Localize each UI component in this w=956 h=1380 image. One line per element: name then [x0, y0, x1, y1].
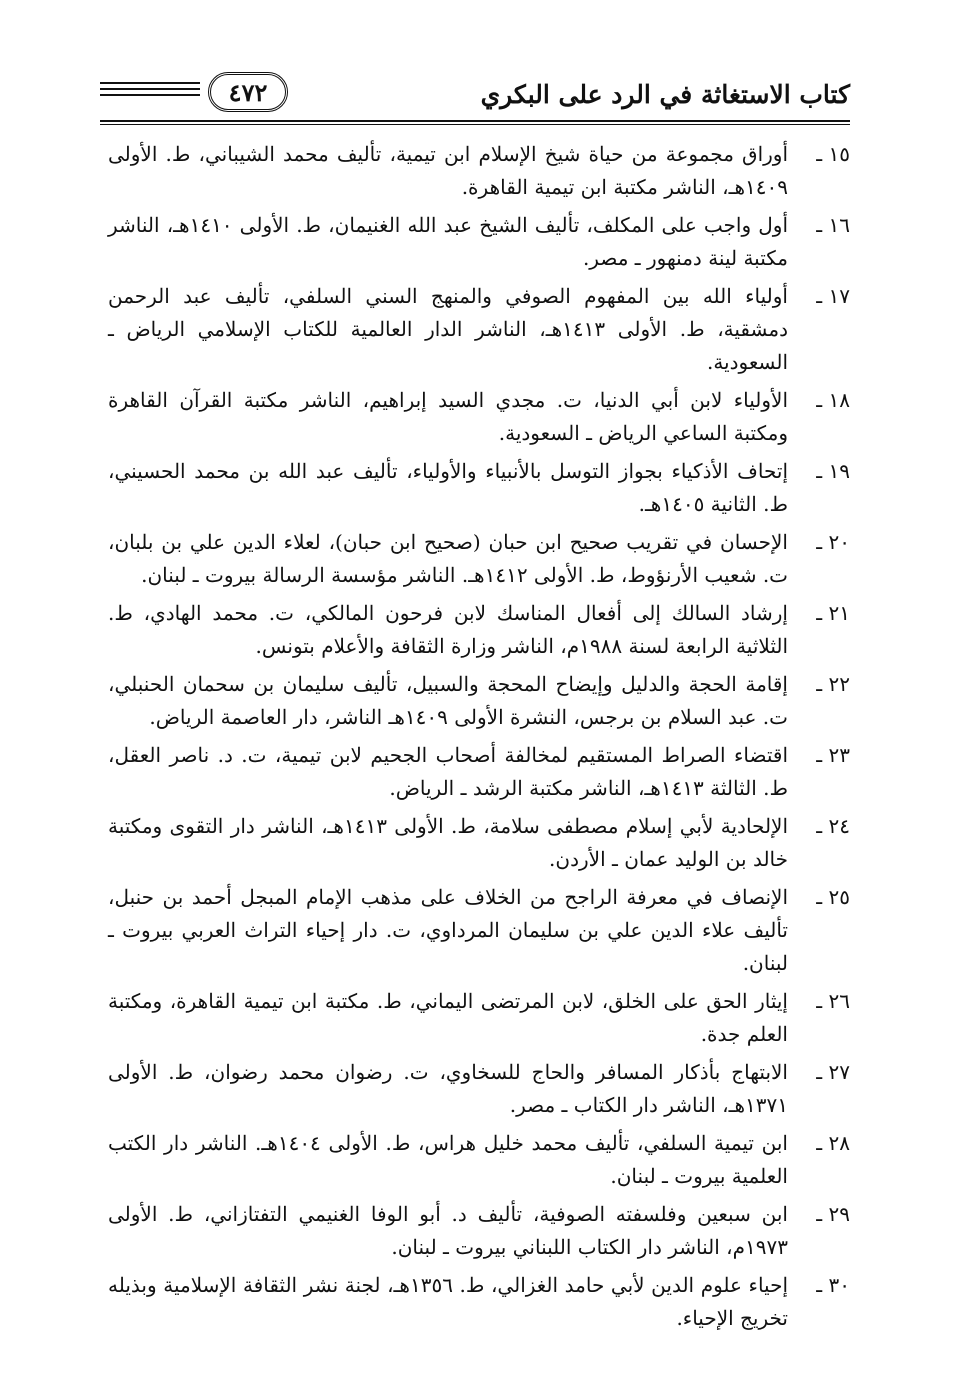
entry-number: ٢٦ ـ	[816, 989, 850, 1013]
bibliography-entry	[108, 138, 850, 204]
entry-text: الإلحادية لأبي إسلام مصطفى سلامة، ط. الأولى ١٤١٣هـ، الناشر دار التقوى ومكتبة خالد بن الوليد عمان ـ الأردن.	[108, 814, 788, 871]
bibliography-entry	[108, 384, 850, 450]
bibliography-entry	[108, 739, 850, 805]
bibliography-entry	[108, 280, 850, 379]
entry-text: أول واجب على المكلف، تأليف الشيخ عبد الله الغنيمان، ط. الأولى ١٤١٠هـ، الناشر مكتبة لينة دمنهور ـ مصر.	[108, 213, 789, 270]
entry-number: ٢٢ ـ	[816, 672, 850, 696]
bibliography-list	[108, 138, 850, 1340]
bibliography-entry	[108, 1269, 850, 1335]
entry-number: ١٧ ـ	[816, 284, 850, 308]
book-title: كتاب الاستغاثة في الرد على البكري	[480, 80, 850, 109]
entry-text: الابتهاج بأذكار المسافر والحاج للسخاوي، ت. رضوان محمد رضوان، ط. الأولى ١٣٧١هـ، الناشر دار الكتاب ـ مصر.	[108, 1060, 788, 1117]
bibliography-entry	[108, 881, 850, 980]
entry-text: إتحاف الأذكياء بجواز التوسل بالأنبياء والأولياء، تأليف عبد الله بن محمد الحسيني، ط. الثانية ١٤٠٥هـ.	[108, 459, 788, 516]
page-number-ornament	[208, 72, 288, 112]
bibliography-entry	[108, 668, 850, 734]
entry-number: ٢١ ـ	[816, 601, 850, 625]
bibliography-entry	[108, 1127, 850, 1193]
entry-number: ٢٥ ـ	[816, 885, 850, 909]
entry-text: ابن تيمية السلفي، تأليف محمد خليل هراس، ط. الأولى ١٤٠٤هـ. الناشر دار الكتب العلمية بيروت ـ لبنان.	[108, 1131, 788, 1188]
bibliography-entry	[108, 209, 850, 275]
header-ornament-lines	[100, 82, 200, 100]
bibliography-entry	[108, 455, 850, 521]
entry-text: إقامة الحجة والدليل وإيضاح المحجة والسبيل، تأليف سليمان بن سحمان الحنبلي، ت. عبد السلام بن برجس، النشرة الأولى ١٤٠٩هـ الناشر، دار العاصمة الرياض.	[108, 672, 788, 729]
entry-number: ١٩ ـ	[816, 459, 850, 483]
entry-text: الأولياء لابن أبي الدنيا، ت. مجدي السيد إبراهيم، الناشر مكتبة القرآن القاهرة ومكتبة الساعي الرياض ـ السعودية.	[108, 388, 789, 445]
page-number: ٤٧٢	[228, 77, 268, 107]
bibliography-entry	[108, 985, 850, 1051]
entry-number: ١٦ ـ	[816, 213, 850, 237]
entry-text: أولياء الله بين المفهوم الصوفي والمنهج السني السلفي، تأليف عبد الرحمن دمشقية، ط. الأولى ١٤١٣هـ، الناشر الدار العالمية للكتاب الإسلامي الرياض ـ السعودية.	[108, 284, 788, 374]
entry-text: إرشاد السالك إلى أفعال المناسك لابن فرحون المالكي، ت. محمد الهادي، ط. الثلاثية الرابعة لسنة ١٩٨٨م، الناشر وزارة الثقافة والأعلام بتونس.	[108, 601, 788, 658]
entry-number: ٢٧ ـ	[816, 1060, 850, 1084]
entry-number: ٢٠ ـ	[816, 530, 850, 554]
entry-number: ٢٩ ـ	[816, 1202, 850, 1226]
entry-text: إيثار الحق على الخلق، لابن المرتضى اليماني، ط. مكتبة ابن تيمية القاهرة، ومكتبة العلم جدة.	[108, 989, 788, 1046]
bibliography-entry	[108, 526, 850, 592]
entry-number: ٢٣ ـ	[816, 743, 850, 767]
header-rule	[100, 120, 850, 125]
entry-text: ابن سبعين وفلسفته الصوفية، تأليف د. أبو الوفا الغنيمي التفتازاني، ط. الأولى ١٩٧٣م، الناشر دار الكتاب اللبناني بيروت ـ لبنان.	[108, 1202, 788, 1259]
bibliography-entry	[108, 1198, 850, 1264]
entry-number: ٢٤ ـ	[816, 814, 850, 838]
entry-number: ٢٨ ـ	[816, 1131, 850, 1155]
entry-text: الإنصاف في معرفة الراجح من الخلاف على مذهب الإمام المبجل أحمد بن حنبل، تأليف علاء الدين علي بن سليمان المرداوي، ت. دار إحياء التراث العربي بيروت ـ لبنان.	[108, 885, 788, 975]
page-header	[100, 70, 850, 132]
entry-number: ١٥ ـ	[816, 142, 850, 166]
bibliography-entry	[108, 810, 850, 876]
entry-text: اقتضاء الصراط المستقيم لمخالفة أصحاب الجحيم لابن تيمية، ت. د. ناصر العقل، ط. الثالثة ١٤١٣هـ، الناشر مكتبة الرشد ـ الرياض.	[108, 743, 788, 800]
entry-text: الإحسان في تقريب صحيح ابن حبان (صحيح ابن حبان)، لعلاء الدين علي بن بلبان، ت. شعيب الأرنؤوط، ط. الأولى ١٤١٢هـ. الناشر مؤسسة الرسالة بيروت ـ لبنان.	[108, 530, 788, 587]
entry-text: إحياء علوم الدين لأبي حامد الغزالي، ط. ١٣٥٦هـ، لجنة نشر الثقافة الإسلامية وبذيله تخريج الإحياء.	[108, 1273, 789, 1330]
entry-number: ١٨ ـ	[816, 388, 850, 412]
entry-text: أوراق مجموعة من حياة شيخ الإسلام ابن تيمية، تأليف محمد الشيباني، ط. الأولى ١٤٠٩هـ، الناشر مكتبة ابن تيمية القاهرة.	[108, 142, 788, 199]
entry-number: ٣٠ ـ	[816, 1273, 850, 1297]
bibliography-entry	[108, 1056, 850, 1122]
bibliography-entry	[108, 597, 850, 663]
